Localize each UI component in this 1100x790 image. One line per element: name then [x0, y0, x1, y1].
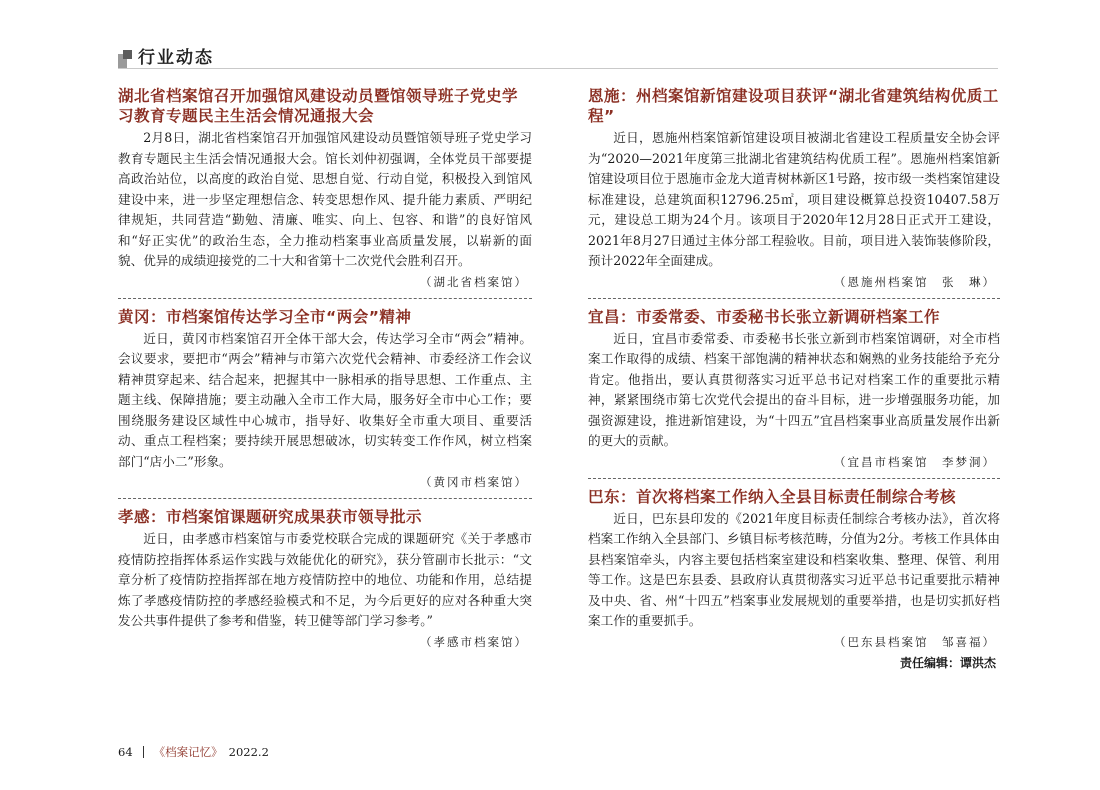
article-source: （孝感市档案馆） [420, 634, 528, 649]
article-title: 湖北省档案馆召开加强馆风建设动员暨馆领导班子党史学习教育专题民主生活会情况通报大会 [118, 87, 519, 125]
article-source: （黄冈市档案馆） [420, 475, 528, 489]
article-divider [118, 298, 532, 299]
article-body: 近日，恩施州档案馆新馆建设项目被湖北省建设工程质量安全协会评为“2020—2021年度第三批湖北省建筑结构优质工程”。恩施州档案馆新馆建设项目位于恩施市金龙大道青树林新区1号路，按市级一类档案馆建设标准建设，总建筑面积12796.25㎡，项目建设概算总投资10407.58万元，建设总工期为24个月。该项目于2020年12月28日正式开工建设，2021年8月27日通过主体分部工程验收。目前，项目进入装饰装修阶段，预计2022年全面建成。 [588, 130, 1000, 268]
article-title: 恩施：州档案馆新馆建设项目获评“湖北省建筑结构优质工程” [588, 87, 999, 125]
journal-issue: 2022.2 [228, 745, 269, 759]
article-divider [588, 298, 1000, 299]
article-enshi [588, 86, 1000, 292]
article-source: （巴东县档案馆 邹喜福） [834, 634, 996, 649]
article-body: 近日，由孝感市档案馆与市委党校联合完成的课题研究《关于孝感市疫情防控指挥体系运作实践与效能优化的研究》，获分管副市长批示：“文章分析了疫情防控指挥部在地方疫情防控中的地位、功能和作用，总结提炼了孝感疫情防控的孝感经验模式和不足，为今后更好的应对各种重大突发公共事件提供了参考和借鉴，转卫健等部门学习参考。” [118, 531, 532, 628]
article-badong [588, 487, 1000, 652]
article-yichang [588, 307, 1000, 472]
article-title: 宜昌：市委常委、市委秘书长张立新调研档案工作 [588, 307, 941, 326]
article-divider [588, 478, 1000, 479]
article-body: 近日，巴东县印发的《2021年度目标责任制综合考核办法》，首次将档案工作纳入全县部门、乡镇目标考核范畴，分值为2分。考核工作具体由县档案馆牵头，内容主要包括档案室建设和档案收集、整理、保管、利用等工作。这是巴东县委、县政府认真贯彻落实习近平总书记重要批示精神及中央、省、州“十四五”档案事业发展规划的重要举措，也是切实抓好档案工作的重要抓手。 [588, 510, 1000, 628]
page-number: 64 [118, 745, 133, 759]
article-title: 巴东：首次将档案工作纳入全县目标责任制综合考核 [588, 487, 957, 506]
article-hubei [118, 86, 532, 292]
article-huanggang [118, 307, 532, 493]
section-marker-icon [118, 50, 132, 68]
page-footer [118, 744, 269, 760]
article-source: （宜昌市档案馆 李梦洞） [834, 454, 996, 469]
footer-separator [143, 746, 144, 758]
article-divider [118, 498, 532, 499]
section-header [118, 44, 214, 68]
article-title: 孝感：市档案馆课题研究成果获市领导批示 [118, 508, 423, 526]
header-rule [118, 68, 998, 69]
article-body: 近日，黄冈市档案馆召开全体干部大会，传达学习全市“两会”精神。会议要求，要把市“两会”精神与市第六次党代会精神、市委经济工作会议精神贯穿起来、结合起来，把握其中一脉相承的指导思想、工作重点、主题主线、保障措施；要主动融入全市工作大局，服务好全市中心工作；要围绕服务建设区域性中心城市，指导好、收集好全市重大项目、重要活动、重点工程档案；要持续开展思想破冰，切实转变工作作风，树立档案部门“店小二”形象。 [118, 330, 532, 469]
left-column [118, 86, 532, 652]
article-title: 黄冈：市档案馆传达学习全市“两会”精神 [118, 307, 412, 326]
article-body: 近日，宜昌市委常委、市委秘书长张立新到市档案馆调研，对全市档案工作取得的成绩、档案干部饱满的精神状态和娴熟的业务技能给予充分肯定。他指出，要认真贯彻落实习近平总书记对档案工作的重要批示精神，紧紧围绕市第七次党代会提出的奋斗目标，进一步增强服务功能，加强资源建设，推进新馆建设，为“十四五”宜昌档案事业高质量发展作出新的更大的贡献。 [588, 330, 1000, 448]
right-column [588, 86, 1000, 672]
journal-name: 《档案记忆》 [153, 745, 223, 759]
section-title: 行业动态 [138, 48, 214, 68]
editor-credit: 责任编辑：谭洪杰 [899, 655, 996, 670]
article-source: （恩施州档案馆 张 琳） [834, 274, 996, 289]
article-body: 2月8日，湖北省档案馆召开加强馆风建设动员暨馆领导班子党史学习教育专题民主生活会情况通报大会。馆长刘仲初强调，全体党员干部要提高政治站位，以高度的政治自觉、思想自觉、行动自觉，积极投入到馆风建设中来，进一步坚定理想信念、转变思想作风、提升能力素质、严明纪律规矩，共同营造“勤勉、清廉、唯实、向上、包容、和谐”的良好馆风和“好正实优”的政治生态，全力推动档案事业高质量发展，以崭新的面貌、优异的成绩迎接党的二十大和省第十二次党代会胜利召开。 [118, 130, 532, 268]
article-xiaogan [118, 507, 532, 652]
article-source: （湖北省档案馆） [420, 274, 528, 289]
